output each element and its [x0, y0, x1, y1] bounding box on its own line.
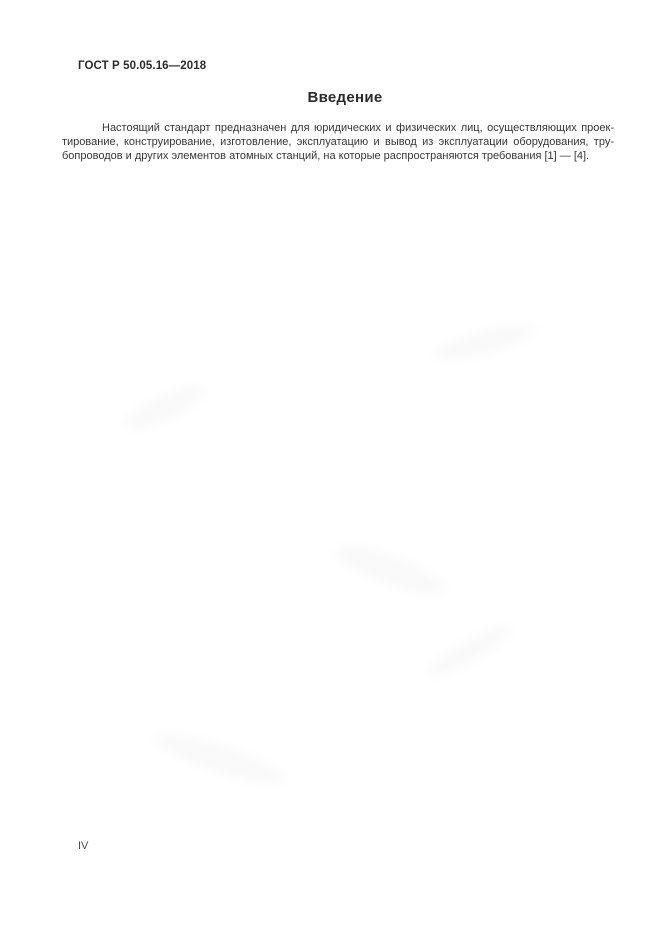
- scan-artifact: [149, 724, 291, 794]
- document-code-header: ГОСТ Р 50.05.16—2018: [78, 60, 207, 72]
- scan-artifact: [421, 616, 519, 685]
- scan-artifact: [328, 535, 451, 604]
- scan-artifact: [119, 377, 212, 439]
- paragraph-line-1: Настоящий стандарт предназначен для юридических и физических лиц, осуществляющих проек-: [102, 122, 614, 134]
- paragraph-line-3: бопроводов и других элементов атомных станций, на которые распространяются требования [1] — [4].: [62, 150, 590, 162]
- intro-paragraph: [62, 121, 614, 163]
- section-title-introduction: Введение: [307, 89, 383, 106]
- page-number: IV: [78, 840, 89, 852]
- paragraph-line-2: тирование, конструирование, изготовление, эксплуатацию и вывод из эксплуатации оборудования, тру-: [62, 136, 614, 148]
- scan-artifact: [429, 316, 541, 368]
